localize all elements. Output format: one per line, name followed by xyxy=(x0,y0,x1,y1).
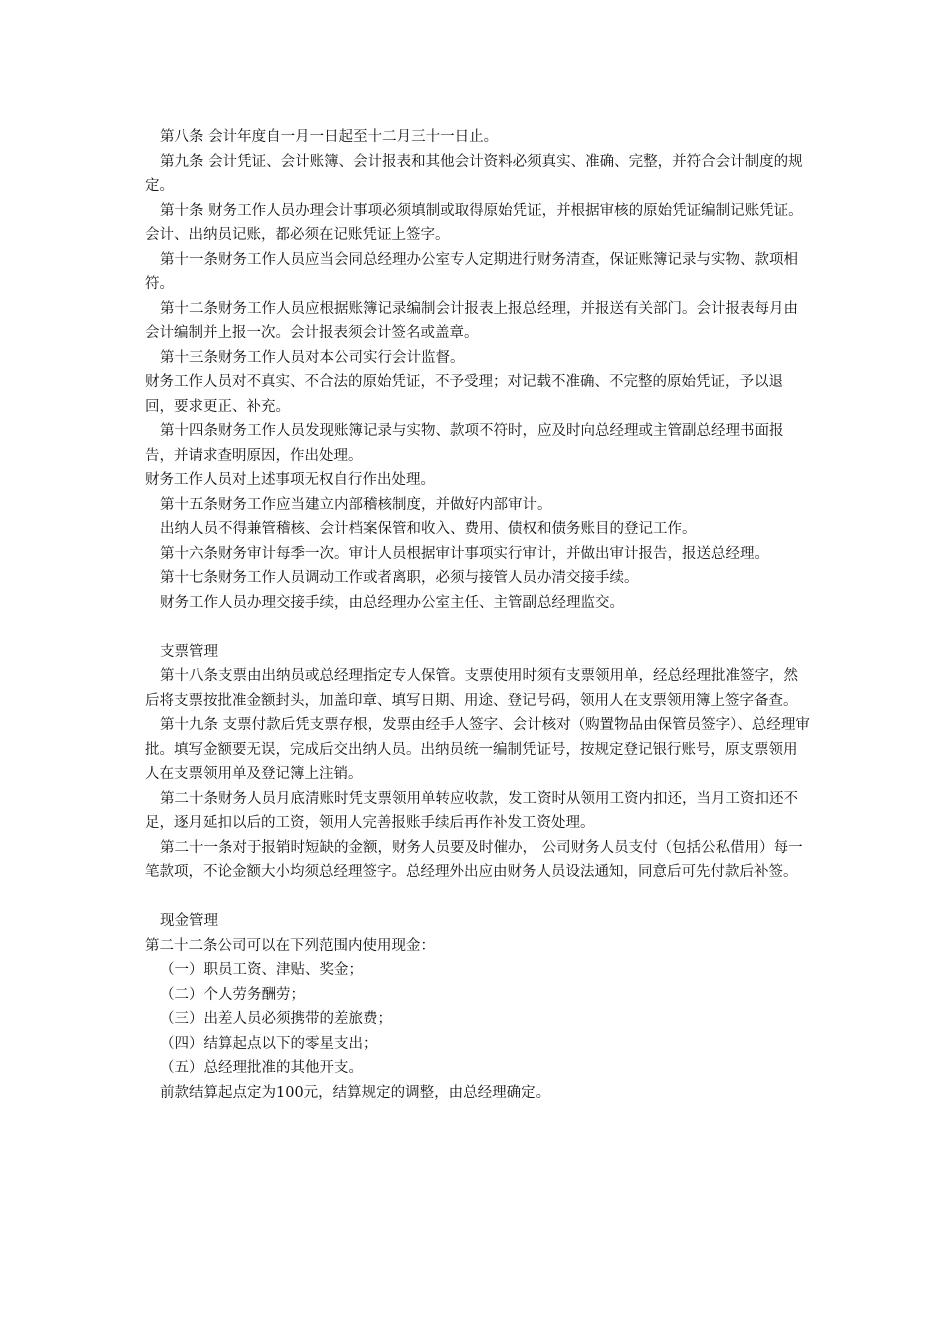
paragraph-article-10: 第十条 财务工作人员办理会计事项必须填制或取得原始凭证，并根据审核的原始凭证编制记账凭证。会计、出纳员记账，都必须在记账凭证上签字。 xyxy=(145,202,803,243)
paragraph-article-17-detail: 财务工作人员办理交接手续，由总经理办公室主任、主管副总经理监交。 xyxy=(160,594,624,611)
list-item-2: （二）个人劳务酬劳； xyxy=(160,986,305,1003)
paragraph-article-11: 第十一条财务工作人员应当会同总经理办公室专人定期进行财务清查，保证账簿记录与实物、款项相符。 xyxy=(145,251,798,292)
list-item-3: （三）出差人员必须携带的差旅费； xyxy=(160,1011,392,1027)
list-item-5: （五）总经理批准的其他开支。 xyxy=(160,1060,363,1076)
paragraph-article-13: 第十三条财务工作人员对本公司实行会计监督。 xyxy=(160,349,465,366)
paragraph-article-17: 第十七条财务工作人员调动工作或者离职，必须与接管人员办清交接手续。 xyxy=(160,570,639,586)
paragraph-article-8: 第八条 会计年度自一月一日起至十二月三十一日止。 xyxy=(160,129,499,145)
blank-line xyxy=(145,885,810,910)
paragraph-article-18: 第十八条支票由出纳员或总经理指定专人保管。支票使用时须有支票领用单，经总经理批准签字，然后将支票按批准金额封头，加盖印章、填写日期、用途、登记号码，领用人在支票领用簿上签字备查。 xyxy=(145,668,798,709)
paragraph-article-15-detail: 出纳人员不得兼管稽核、会计档案保管和收入、费用、债权和债务账目的登记工作。 xyxy=(160,521,697,537)
paragraph-article-12: 第十二条财务工作人员应根据账簿记录编制会计报表上报总经理，并报送有关部门。会计报表每月由会计编制并上报一次。会计报表须会计签名或盖章。 xyxy=(145,300,798,341)
list-item-1: （一）职员工资、津贴、奖金； xyxy=(160,962,363,978)
section-heading-cash-management: 现金管理 xyxy=(160,913,218,929)
paragraph-article-15: 第十五条财务工作应当建立内部稽核制度，并做好内部审计。 xyxy=(160,496,552,513)
paragraph-article-22: 第二十二条公司可以在下列范围内使用现金： xyxy=(145,937,435,954)
paragraph-article-20: 第二十条财务人员月底清账时凭支票领用单转应收款，发工资时从领用工资内扣还，当月工资扣还不足，逐月延扣以后的工资，领用人完善报账手续后再作补发工资处理。 xyxy=(145,790,798,831)
paragraph-article-9: 第九条 会计凭证、会计账簿、会计报表和其他会计资料必须真实、准确、完整，并符合会计制度的规定。 xyxy=(145,153,803,194)
paragraph-article-16: 第十六条财务审计每季一次。审计人员根据审计事项实行审计，并做出审计报告，报送总经理。 xyxy=(160,545,769,562)
paragraph-article-14-detail: 财务工作人员对上述事项无权自行作出处理。 xyxy=(145,472,435,488)
list-item-4: （四）结算起点以下的零星支出； xyxy=(160,1035,378,1052)
paragraph-article-14: 第十四条财务工作人员发现账簿记录与实物、款项不符时，应及时向总经理或主管副总经理书面报告，并请求查明原因，作出处理。 xyxy=(145,423,784,464)
paragraph-article-19: 第十九条 支票付款后凭支票存根，发票由经手人签字、会计核对（购置物品由保管员签字）、总经理审批。填写金额要无误，完成后交出纳人员。出纳员统一编制凭证号，按规定登记银行账号，原支票领用人在支票领用单及登记簿上注销。 xyxy=(145,717,810,782)
section-heading-cheque-management: 支票管理 xyxy=(160,643,218,660)
paragraph-article-22-note: 前款结算起点定为100元，结算规定的调整，由总经理确定。 xyxy=(160,1084,551,1101)
document-body xyxy=(145,125,810,1105)
paragraph-article-21: 第二十一条对于报销时短缺的金额，财务人员要及时催办， 公司财务人员支付（包括公私借用）每一笔款项，不论金额大小均须总经理签字。总经理外出应由财务人员设法通知，同意后可先付款后补签。 xyxy=(145,839,803,880)
blank-line xyxy=(145,615,810,640)
paragraph-article-13-detail: 财务工作人员对不真实、不合法的原始凭证，不予受理；对记载不准确、不完整的原始凭证，予以退回，要求更正、补充。 xyxy=(145,374,783,415)
